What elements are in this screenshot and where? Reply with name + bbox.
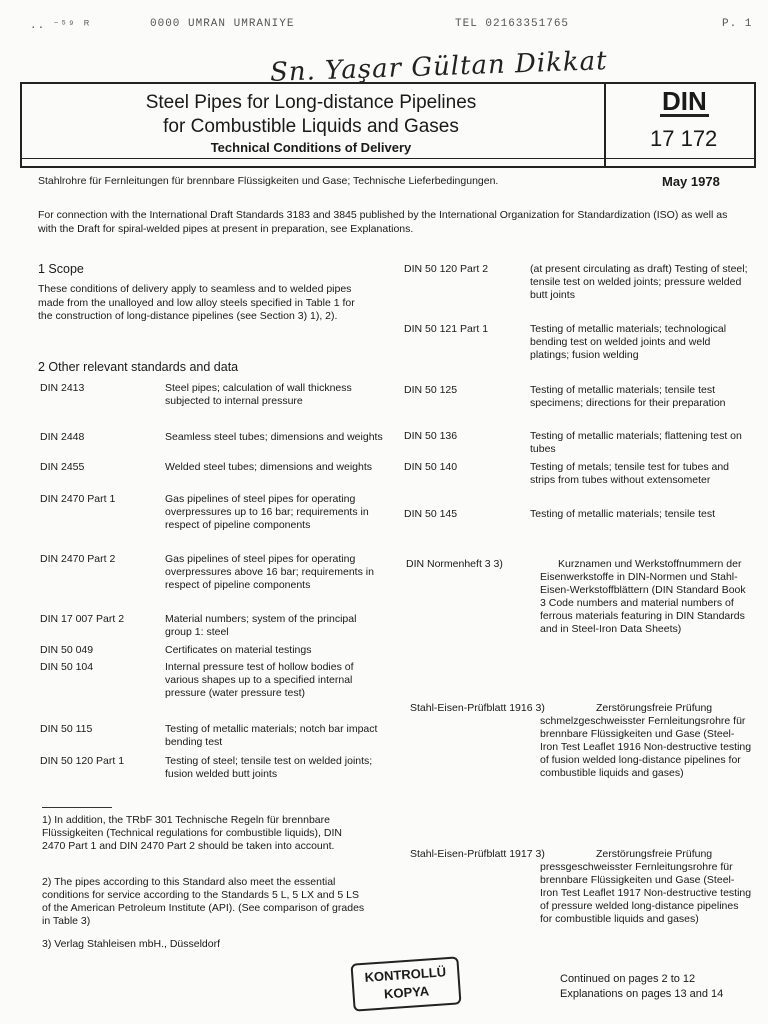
normenheft-code: DIN Normenheft 3 3) bbox=[406, 558, 503, 570]
standard-code: DIN 50 121 Part 1 bbox=[404, 323, 489, 335]
standard-description: Gas pipelines of steel pipes for operating overpressures up to 16 bar; requirements in respect of pipeline components bbox=[165, 493, 369, 531]
standard-code: DIN 50 125 bbox=[404, 384, 458, 396]
din-standard-number: 17 172 bbox=[650, 126, 718, 151]
din-logo: DIN bbox=[662, 86, 707, 116]
standard-description: (at present circulating as draft) Testing of steel; tensile test on welded joints; pressure welded butt joints bbox=[530, 263, 748, 301]
footnote: 2) The pipes according to this Standard also meet the essential conditions for service according to the Standards 5 L, 5 LX and 5 LS of the American Petroleum Institute (API). (See comparison of grades in Table 3) bbox=[42, 876, 365, 927]
control-copy-stamp bbox=[350, 956, 461, 1011]
intro-paragraph: For connection with the International Draft Standards 3183 and 3845 published by the International Organization for Standardization (ISO) as well as with the Draft for spiral-welded pipes at present in preparation, see Explanations. bbox=[38, 209, 728, 235]
footnote: 1) In addition, the TRbF 301 Technische Regeln für brennbare Flüssigkeiten (Technical regulations for combustible liquids), DIN 2470 Part 1 and DIN 2470 Part 2 should be taken into account. bbox=[42, 814, 342, 852]
fax-mark: .. ⁻⁵⁹ ᴿ bbox=[30, 20, 91, 32]
standard-code: DIN 2455 bbox=[40, 461, 85, 473]
standard-description: Seamless steel tubes; dimensions and weights bbox=[165, 431, 383, 443]
handwritten-note: Sn. Yaşar Gültan Dikkat bbox=[269, 46, 609, 88]
standard-code: DIN 50 120 Part 2 bbox=[404, 263, 489, 275]
standard-description: Certificates on material testings bbox=[165, 644, 312, 656]
issue-date: May 1978 bbox=[662, 174, 720, 189]
standard-description: Testing of metals; tensile test for tubes and strips from tubes without extensometer bbox=[530, 461, 730, 486]
explanations-note: Explanations on pages 13 and 14 bbox=[560, 988, 724, 1000]
footnote-rule bbox=[42, 807, 112, 808]
section-1-body: These conditions of delivery apply to seamless and to welded pipes made from the unalloyed and low alloy steels specified in Table 1 for the construction of long-distance pipelines (see Section 3) 1), 2). bbox=[38, 283, 355, 322]
continued-note: Continued on pages 2 to 12 bbox=[560, 973, 696, 985]
standard-code: DIN 2470 Part 1 bbox=[40, 493, 116, 505]
standard-description: Material numbers; system of the principal group 1: steel bbox=[165, 613, 357, 638]
standard-description: Internal pressure test of hollow bodies of various shapes up to a specified internal pressure (water pressure test) bbox=[165, 661, 354, 699]
title-box-divider bbox=[604, 84, 606, 166]
fax-page-number: P. 1 bbox=[722, 18, 753, 30]
standard-description: Gas pipelines of steel pipes for operating overpressures above 16 bar; requirements in respect of pipeline components bbox=[165, 553, 374, 591]
normenheft-description: Kurznamen und Werkstoffnummern der Eisenwerkstoffe in DIN-Normen und Stahl-Eisen-Werkstoffblättern (DIN Standard Book 3 Code numbers and material numbers of ferrous materials featuring in DIN Standards and in Steel-Iron Data Sheets) bbox=[540, 558, 746, 635]
sep-1917-description: Zerstörungsfreie Prüfung pressgeschweisster Fernleitungsrohre für brennbare Flüssigkeiten und Gase (Steel-Iron Test Leaflet 1917 Non-destructive testing of pressure welded long-distance pipelines for combustible liquids and gases) bbox=[540, 848, 752, 925]
standard-description: Testing of metallic materials; flattening test on tubes bbox=[530, 430, 742, 455]
standard-description: Testing of metallic materials; tensile test specimens; directions for their preparation bbox=[530, 384, 726, 409]
standard-description: Testing of metallic materials; technological bending test on welded joints and weld platings; fusion welding bbox=[530, 323, 727, 361]
stamp-line-2: KOPYA bbox=[383, 983, 430, 1002]
german-title: Stahlrohre für Fernleitungen für brennbare Flüssigkeiten und Gase; Technische Lieferbedingungen. bbox=[38, 175, 499, 187]
title-line-1: Steel Pipes for Long-distance Pipelines bbox=[145, 92, 477, 113]
fax-telephone: TEL 02163351765 bbox=[455, 18, 570, 30]
standard-description: Welded steel tubes; dimensions and weights bbox=[165, 461, 373, 473]
fax-sender: 0000 UMRAN UMRANIYE bbox=[150, 18, 295, 30]
standard-code: DIN 2448 bbox=[40, 431, 85, 443]
sep-1917-code: Stahl-Eisen-Prüfblatt 1917 3) bbox=[410, 848, 545, 860]
section-2-heading: 2 Other relevant standards and data bbox=[38, 360, 239, 374]
standard-code: DIN 50 104 bbox=[40, 661, 94, 673]
sep-1916-description: Zerstörungsfreie Prüfung schmelzgeschweisster Fernleitungsrohre für brennbare Flüssigkeiten und Gase (Steel-Iron Test Leaflet 1916 Non-destructive testing of fusion welded long-distance pipelines for combustible liquids and gases) bbox=[540, 702, 752, 779]
standard-code: DIN 50 049 bbox=[40, 644, 94, 656]
standard-code: DIN 50 140 bbox=[404, 461, 458, 473]
standard-code: DIN 2470 Part 2 bbox=[40, 553, 116, 565]
title-subtitle: Technical Conditions of Delivery bbox=[210, 140, 412, 155]
title-line-2: for Combustible Liquids and Gases bbox=[163, 116, 459, 137]
standard-description: Testing of metallic materials; tensile test bbox=[530, 508, 715, 520]
standard-description: Steel pipes; calculation of wall thickness subjected to internal pressure bbox=[165, 382, 352, 407]
section-1-heading: 1 Scope bbox=[38, 262, 84, 276]
footnote: 3) Verlag Stahleisen mbH., Düsseldorf bbox=[42, 938, 221, 950]
standard-description: Testing of steel; tensile test on welded joints; fusion welded butt joints bbox=[165, 755, 373, 780]
standard-code: DIN 17 007 Part 2 bbox=[40, 613, 125, 625]
standard-description: Testing of metallic materials; notch bar impact bending test bbox=[165, 723, 378, 748]
standard-code: DIN 50 115 bbox=[40, 723, 93, 735]
standard-code: DIN 50 120 Part 1 bbox=[40, 755, 125, 767]
sep-1916-code: Stahl-Eisen-Prüfblatt 1916 3) bbox=[410, 702, 545, 714]
stamp-line-1: KONTROLLÜ bbox=[364, 964, 447, 985]
standard-code: DIN 50 145 bbox=[404, 508, 458, 520]
standard-code: DIN 2413 bbox=[40, 382, 85, 394]
title-box-bottom-rule bbox=[22, 158, 754, 159]
standard-code: DIN 50 136 bbox=[404, 430, 458, 442]
